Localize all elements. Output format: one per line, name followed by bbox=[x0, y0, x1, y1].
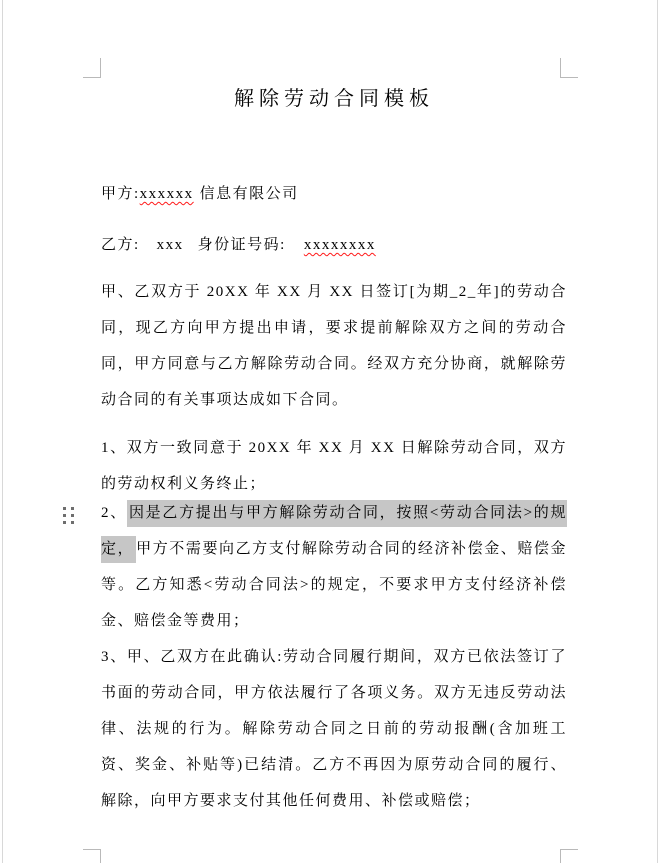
party-a-company-placeholder[interactable]: xxxxxx bbox=[139, 186, 194, 202]
party-b-id-label: 身份证号码: bbox=[197, 237, 286, 253]
paragraph-drag-handle-icon[interactable] bbox=[63, 507, 76, 526]
margin-crop-mark-bottom-right bbox=[560, 849, 578, 863]
clause-2-number: 2、 bbox=[101, 505, 127, 521]
page-left-edge bbox=[2, 0, 3, 863]
page-right-edge bbox=[657, 0, 658, 863]
margin-crop-mark-top-right bbox=[560, 58, 578, 78]
clause-3-paragraph[interactable]: 3、甲、乙双方在此确认:劳动合同履行期间，双方已依法签订了书面的劳动合同，甲方依法履行了各项义务。双方无违反劳动法律、法规的行为。解除劳动合同之日前的劳动报酬(含加班工资、奖金、补贴等)已结清。乙方不再因为原劳动合同的履行、解除，向甲方要求支付其他任何费用、补偿或赔偿； bbox=[101, 649, 567, 809]
clause-2-paragraph[interactable] bbox=[101, 495, 567, 639]
party-b-label: 乙方: bbox=[101, 237, 140, 253]
clause-2-highlighted-text[interactable]: 因是乙方提出与甲方解除劳动合同，按照<劳动合同法>的规定， bbox=[101, 500, 567, 563]
clause-1-paragraph[interactable]: 1、双方一致同意于 20XX 年 XX 月 XX 日解除劳动合同，双方的劳动权利义务终止； bbox=[101, 440, 567, 492]
party-b-line[interactable] bbox=[101, 227, 567, 263]
party-a-label: 甲方: bbox=[101, 186, 140, 202]
clause-2-text: 甲方不需要向乙方支付解除劳动合同的经济补偿金、赔偿金等。乙方知悉<劳动合同法>的规定，不要求甲方支付经济补偿金、赔偿金等费用； bbox=[101, 541, 567, 629]
party-a-line[interactable] bbox=[101, 176, 567, 212]
party-b-name-placeholder[interactable]: xxx bbox=[156, 237, 184, 253]
party-b-id-placeholder[interactable]: xxxxxxxx bbox=[303, 237, 376, 253]
margin-crop-mark-bottom-left bbox=[83, 849, 101, 863]
margin-crop-mark-top-left bbox=[83, 58, 101, 78]
party-a-company-suffix: 信息有限公司 bbox=[199, 186, 299, 202]
intro-paragraph[interactable]: 甲、乙双方于 20XX 年 XX 月 XX 日签订[为期_2_年]的劳动合同，现乙方向甲方提出申请，要求提前解除双方之间的劳动合同，甲方同意与乙方解除劳动合同。经双方充分协商，就解除劳动合同的有关事项达成如下合同。 bbox=[101, 284, 567, 408]
document-title: 解除劳动合同模板 bbox=[234, 88, 434, 110]
